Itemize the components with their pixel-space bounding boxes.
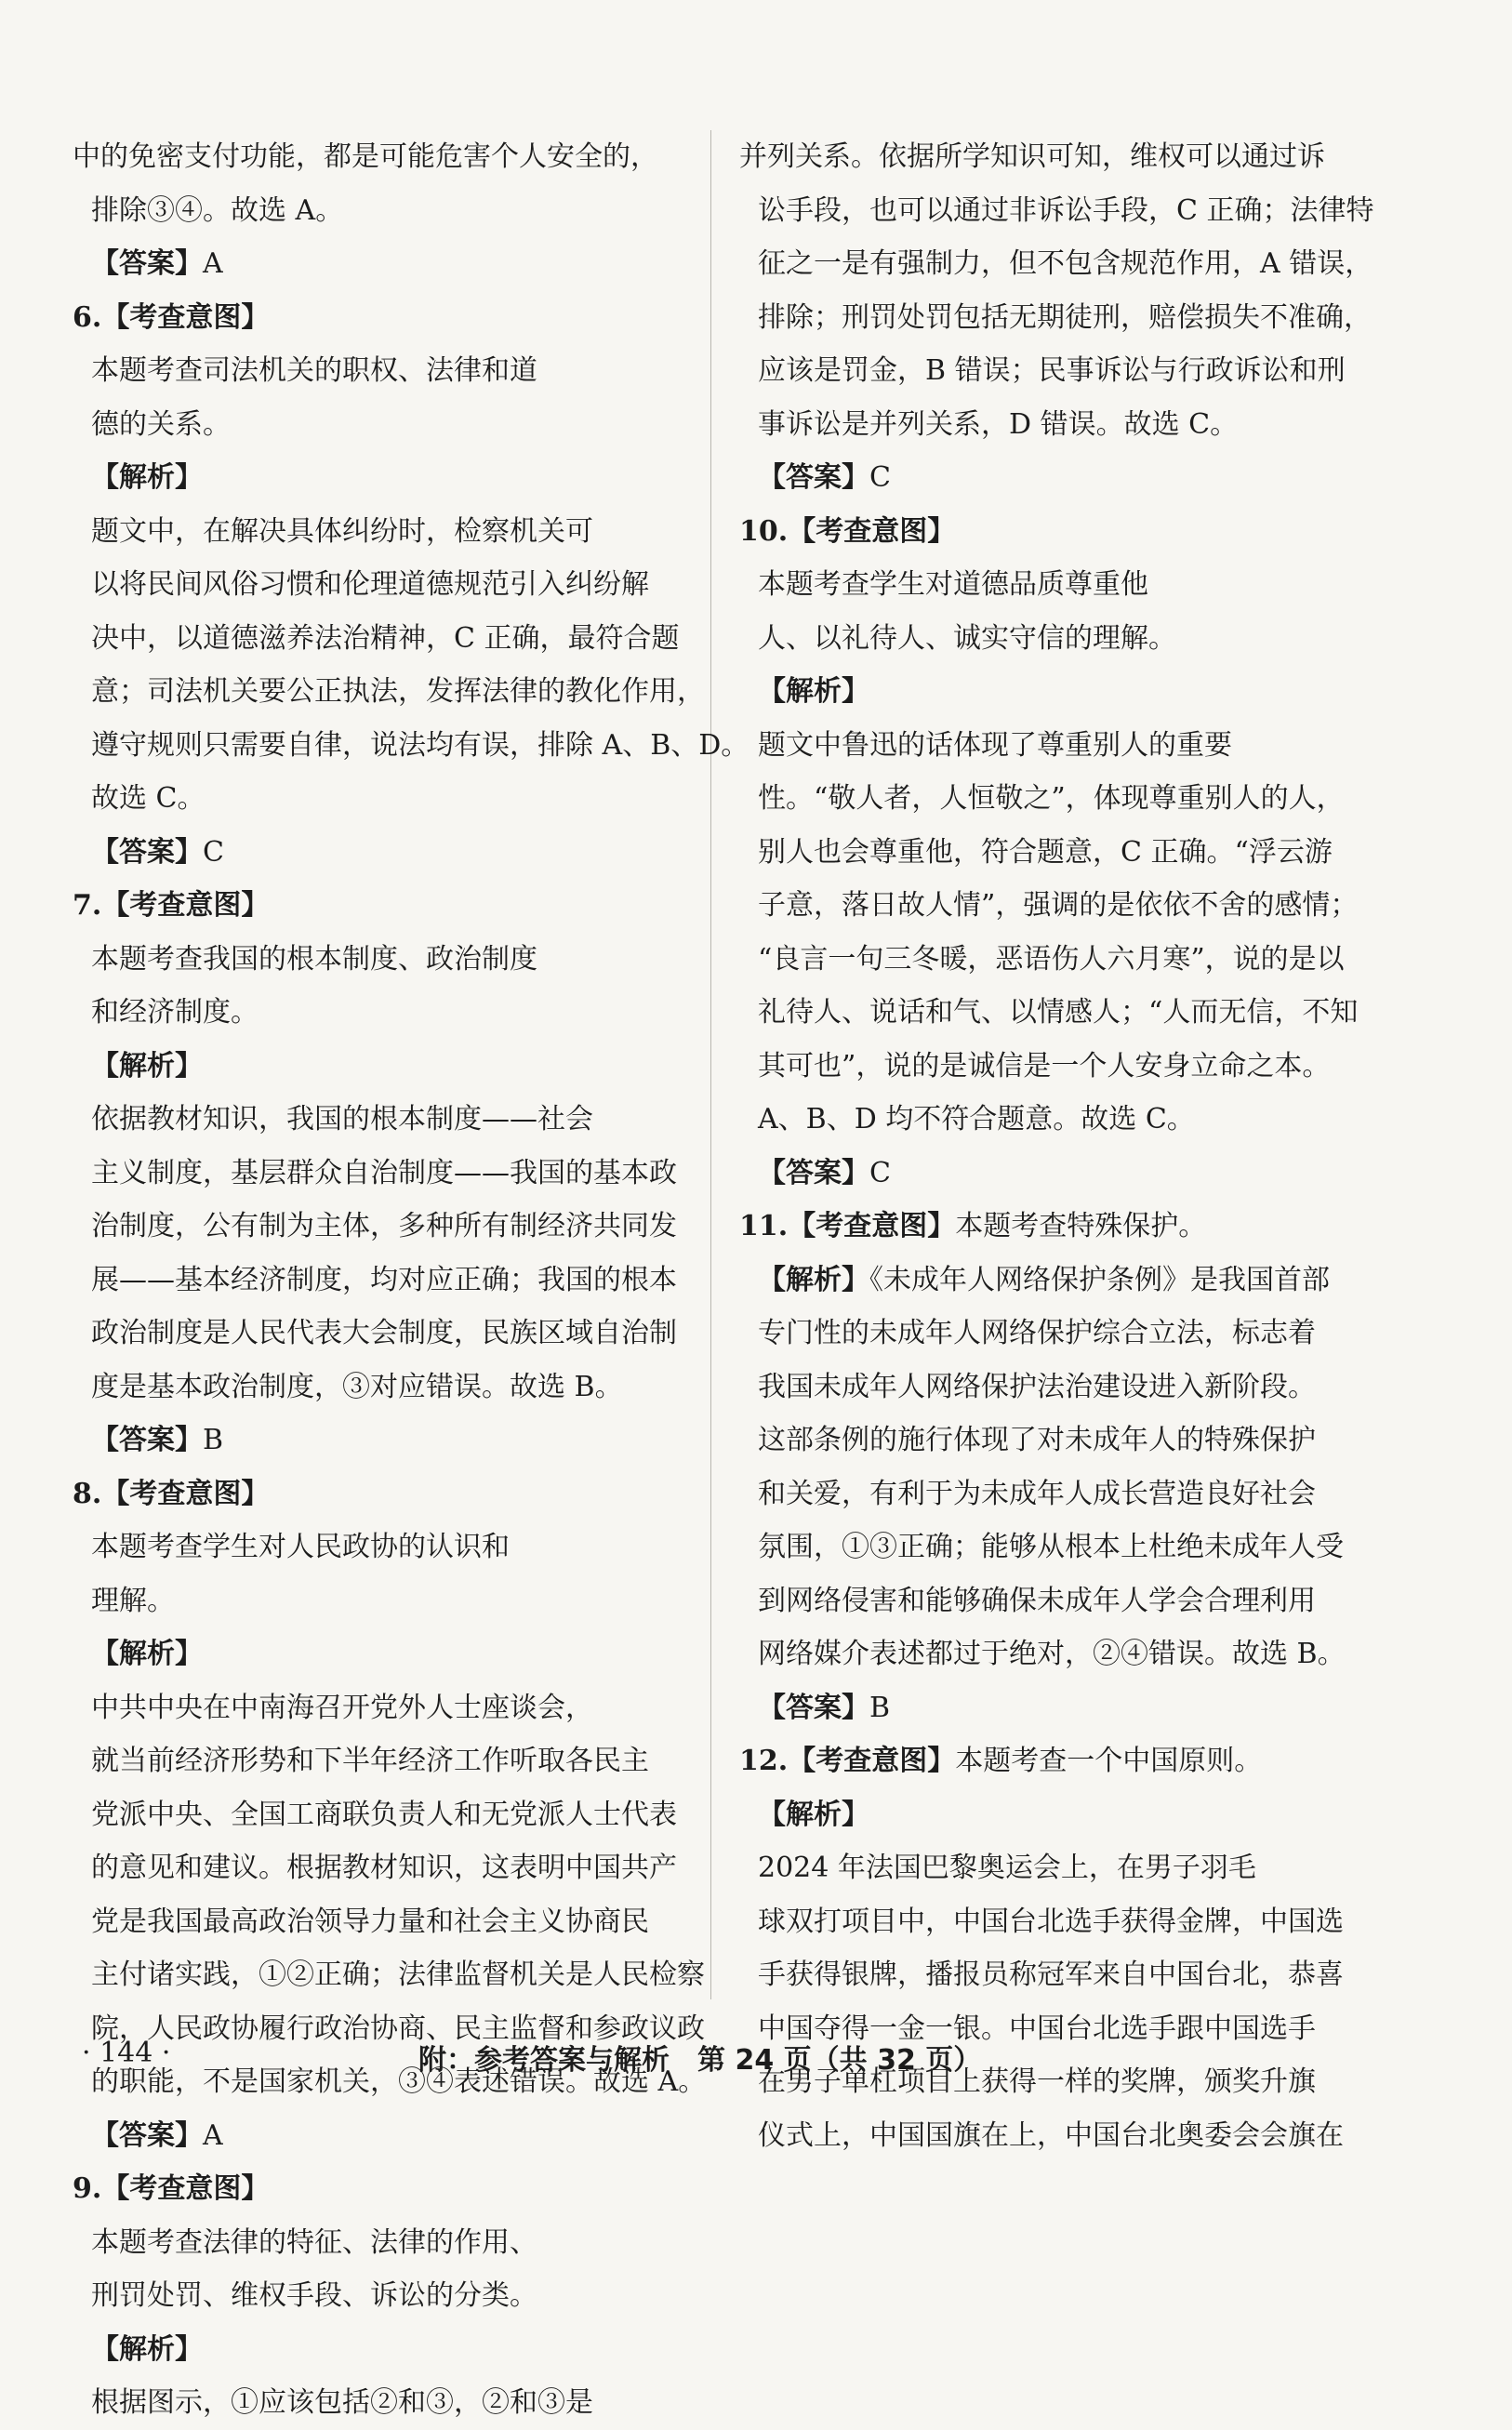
text-line: 本题考查我国的根本制度、政治制度 (91, 942, 537, 976)
question-analysis (758, 1254, 1346, 1681)
answer-line (91, 2109, 668, 2163)
text-line: 事诉讼是并列关系，D 错误。故选 C。 (758, 407, 1239, 441)
text-line: 子意，落日故人情”，强调的是依依不舍的感情； (758, 889, 1359, 922)
text-line: 人、以礼待人、诚实守信的理解。 (758, 621, 1176, 655)
answer-line (758, 451, 1334, 505)
question-number: 11. (739, 1210, 789, 1242)
analysis-tag: 【解析】 (91, 1049, 203, 1082)
text-line: 意；司法机关要公正执法，发挥法律的教化作用， (91, 675, 705, 708)
continued-answer-9 (739, 130, 1374, 505)
answer-tag: 【答案】 (91, 2118, 203, 2152)
question-number: 7. (73, 889, 102, 922)
text-line: 2024 年法国巴黎奥运会上，在男子羽毛 (758, 1852, 1256, 1884)
text-line: 《未成年人网络保护条例》是我国首部 (869, 1263, 1330, 1296)
intent-tag: 【考查意图】 (788, 1745, 956, 1777)
intent-tag: 【考查意图】 (101, 2172, 270, 2205)
text-line: 治制度，公有制为主体，多种所有制经济共同发 (91, 1210, 677, 1242)
text-line: 的职能，不是国家机关，③④表述错误。故选 A。 (91, 2065, 707, 2098)
text-line: 故选 C。 (91, 782, 206, 815)
text-line: 在男子单杠项目上获得一样的奖牌，颁奖升旗 (758, 2065, 1316, 2098)
answer-value: B (203, 1424, 224, 1456)
text-line: 的意见和建议。根据教材知识，这表明中国共产 (91, 1852, 677, 1884)
question-6 (73, 291, 749, 880)
text-line: 并列关系。依据所学知识可知，维权可以通过诉 (739, 140, 1325, 173)
answer-line (758, 1681, 1334, 1735)
analysis-tag: 【解析】 (758, 675, 869, 708)
text-line: 其可也”，说的是诚信是一个人安身立命之本。 (758, 1049, 1331, 1082)
text-line: 德的关系。 (91, 407, 231, 441)
text-line: 根据图示，①应该包括②和③，②和③是 (91, 2386, 593, 2419)
text-line: 政治制度是人民代表大会制度，民族区域自治制 (91, 1317, 677, 1349)
answer-line (91, 1414, 668, 1467)
answer-value: C (203, 835, 224, 869)
page-footer (0, 2037, 1512, 2083)
answer-tag: 【答案】 (758, 461, 869, 494)
question-intent (739, 505, 1334, 666)
text-line: 本题考查一个中国原则。 (955, 1745, 1263, 1777)
text-line: 度是基本政治制度，③对应错误。故选 B。 (91, 1370, 623, 1403)
answer-tag: 【答案】 (91, 835, 203, 869)
text-line: 本题考查学生对人民政协的认识和 (91, 1531, 510, 1563)
analysis-tag: 【解析】 (758, 1263, 869, 1296)
answer-tag: 【答案】 (91, 247, 203, 280)
text-line: 这部条例的施行体现了对未成年人的特殊保护 (758, 1424, 1316, 1456)
text-line: 性。“敬人者，人恒敬之”，体现尊重别人的人， (758, 782, 1345, 815)
text-line: 网络媒介表述都过于绝对，②④错误。故选 B。 (758, 1638, 1346, 1670)
analysis-tag: 【解析】 (91, 2332, 203, 2366)
text-line: 应该是罚金，B 错误；民事诉讼与行政诉讼和刑 (758, 354, 1346, 387)
question-9 (73, 2162, 668, 2430)
answer-tag: 【答案】 (758, 1691, 869, 1724)
text-line: 排除；刑罚处罚包括无期徒刑，赔偿损失不准确， (758, 300, 1372, 334)
text-line: 题文中鲁迅的话体现了尊重别人的重要 (758, 728, 1232, 762)
answer-value: A (203, 2118, 223, 2152)
question-intent (73, 2162, 668, 2323)
question-analysis (758, 665, 1359, 1147)
answer-line (91, 826, 668, 880)
analysis-tag: 【解析】 (91, 1638, 203, 1670)
question-intent (739, 1734, 1334, 1788)
analysis-tag: 【解析】 (91, 461, 203, 494)
question-7 (73, 879, 677, 1467)
answer-line (91, 237, 668, 291)
text-line: 我国未成年人网络保护法治建设进入新阶段。 (758, 1370, 1316, 1403)
text-line: 和经济制度。 (91, 996, 259, 1029)
question-analysis (758, 1788, 1344, 2163)
text-line: 排除③④。故选 A。 (91, 193, 344, 227)
answer-value: C (869, 461, 891, 494)
text-line: 本题考查学生对道德品质尊重他 (758, 568, 1148, 601)
text-line: 中国夺得一金一银。中国台北选手跟中国选手 (758, 2012, 1316, 2045)
text-line: 本题考查特殊保护。 (955, 1210, 1207, 1242)
text-line: 依据教材知识，我国的根本制度——社会 (91, 1103, 593, 1135)
text-line: 主付诸实践，①②正确；法律监督机关是人民检察 (91, 1959, 705, 1991)
intent-tag: 【考查意图】 (101, 889, 270, 922)
text-line: 和关爱，有利于为未成年人成长营造良好社会 (758, 1477, 1316, 1510)
intent-tag: 【考查意图】 (788, 1210, 956, 1242)
text-line: 题文中，在解决具体纠纷时，检察机关可 (91, 514, 593, 548)
text-line: 氛围，①③正确；能够从根本上杜绝未成年人受 (758, 1531, 1344, 1563)
cont-lines (73, 130, 668, 237)
text-line: 党是我国最高政治领导力量和社会主义协商民 (91, 1905, 649, 1938)
question-intent (73, 1467, 668, 1628)
page-number: · 144 · (82, 2037, 171, 2069)
answer-tag: 【答案】 (91, 1424, 203, 1456)
footer-title: 附：参考答案与解析 第 24 页（共 32 页） (418, 2044, 982, 2077)
text-line: 别人也会尊重他，符合题意，C 正确。“浮云游 (758, 835, 1333, 869)
intent-tag: 【考查意图】 (788, 514, 956, 548)
question-number: 8. (73, 1477, 102, 1510)
text-line: “良言一句三冬暖，恶语伤人六月寒”，说的是以 (758, 942, 1345, 976)
question-intent (73, 879, 668, 1040)
text-line: 展——基本经济制度，均对应正确；我国的根本 (91, 1263, 677, 1296)
text-line: 征之一是有强制力，但不包含规范作用，A 错误， (758, 247, 1373, 280)
question-analysis (91, 2323, 668, 2430)
intent-tag: 【考查意图】 (101, 300, 270, 334)
text-line: 礼待人、说话和气、以情感人；“人而无信，不知 (758, 996, 1359, 1029)
answer-tag: 【答案】 (758, 1156, 869, 1189)
question-intent (739, 1200, 1334, 1254)
text-line: 院，人民政协履行政治协商、民主监督和参政议政 (91, 2012, 705, 2045)
question-number: 6. (73, 300, 102, 334)
intent-tag: 【考查意图】 (101, 1477, 270, 1510)
text-line: 决中，以道德滋养法治精神，C 正确，最符合题 (91, 621, 680, 655)
text-line: 就当前经济形势和下半年经济工作听取各民主 (91, 1745, 649, 1777)
answer-value: B (869, 1691, 891, 1724)
text-line: 仪式上，中国国旗在上，中国台北奥委会会旗在 (758, 2118, 1344, 2152)
text-line: 本题考查法律的特征、法律的作用、 (91, 2225, 537, 2259)
answer-value: A (203, 247, 223, 280)
text-line: 中共中央在中南海召开党外人士座谈会， (91, 1691, 593, 1724)
text-line: 刑罚处罚、维权手段、诉讼的分类。 (91, 2279, 537, 2312)
cont-lines (739, 130, 1374, 451)
text-line: 专门性的未成年人网络保护综合立法，标志着 (758, 1317, 1316, 1349)
continued-answer-5 (73, 130, 668, 291)
text-line: 主义制度，基层群众自治制度——我国的基本政 (91, 1156, 677, 1189)
text-line: 到网络侵害和能够确保未成年人学会合理利用 (758, 1584, 1316, 1617)
analysis-tag: 【解析】 (758, 1798, 869, 1831)
answer-value: C (869, 1156, 891, 1189)
text-line: 理解。 (91, 1584, 175, 1617)
question-12 (739, 1734, 1344, 2162)
question-analysis (91, 451, 749, 826)
question-number: 12. (739, 1745, 789, 1777)
question-analysis (91, 1040, 677, 1414)
text-line: A、B、D 均不符合题意。故选 C。 (758, 1103, 1195, 1135)
question-intent (73, 291, 668, 452)
text-line: 以将民间风俗习惯和伦理道德规范引入纠纷解 (91, 568, 649, 601)
text-line: 遵守规则只需要自律，说法均有误，排除 A、B、D。 (91, 728, 749, 762)
text-line: 球双打项目中，中国台北选手获得金牌，中国选 (758, 1905, 1344, 1938)
text-line: 中的免密支付功能，都是可能危害个人安全的， (73, 140, 658, 173)
answer-line (758, 1147, 1334, 1201)
question-11 (739, 1200, 1346, 1734)
question-number: 9. (73, 2172, 102, 2205)
question-10 (739, 505, 1359, 1201)
question-number: 10. (739, 514, 789, 548)
column-divider (710, 130, 711, 1999)
text-line: 手获得银牌，播报员称冠军来自中国台北，恭喜 (758, 1959, 1344, 1991)
text-line: 本题考查司法机关的职权、法律和道 (91, 354, 537, 387)
right-column (739, 130, 1374, 2162)
text-line: 讼手段，也可以通过非诉讼手段，C 正确；法律特 (758, 193, 1374, 227)
text-line: 党派中央、全国工商联负责人和无党派人士代表 (91, 1798, 677, 1831)
